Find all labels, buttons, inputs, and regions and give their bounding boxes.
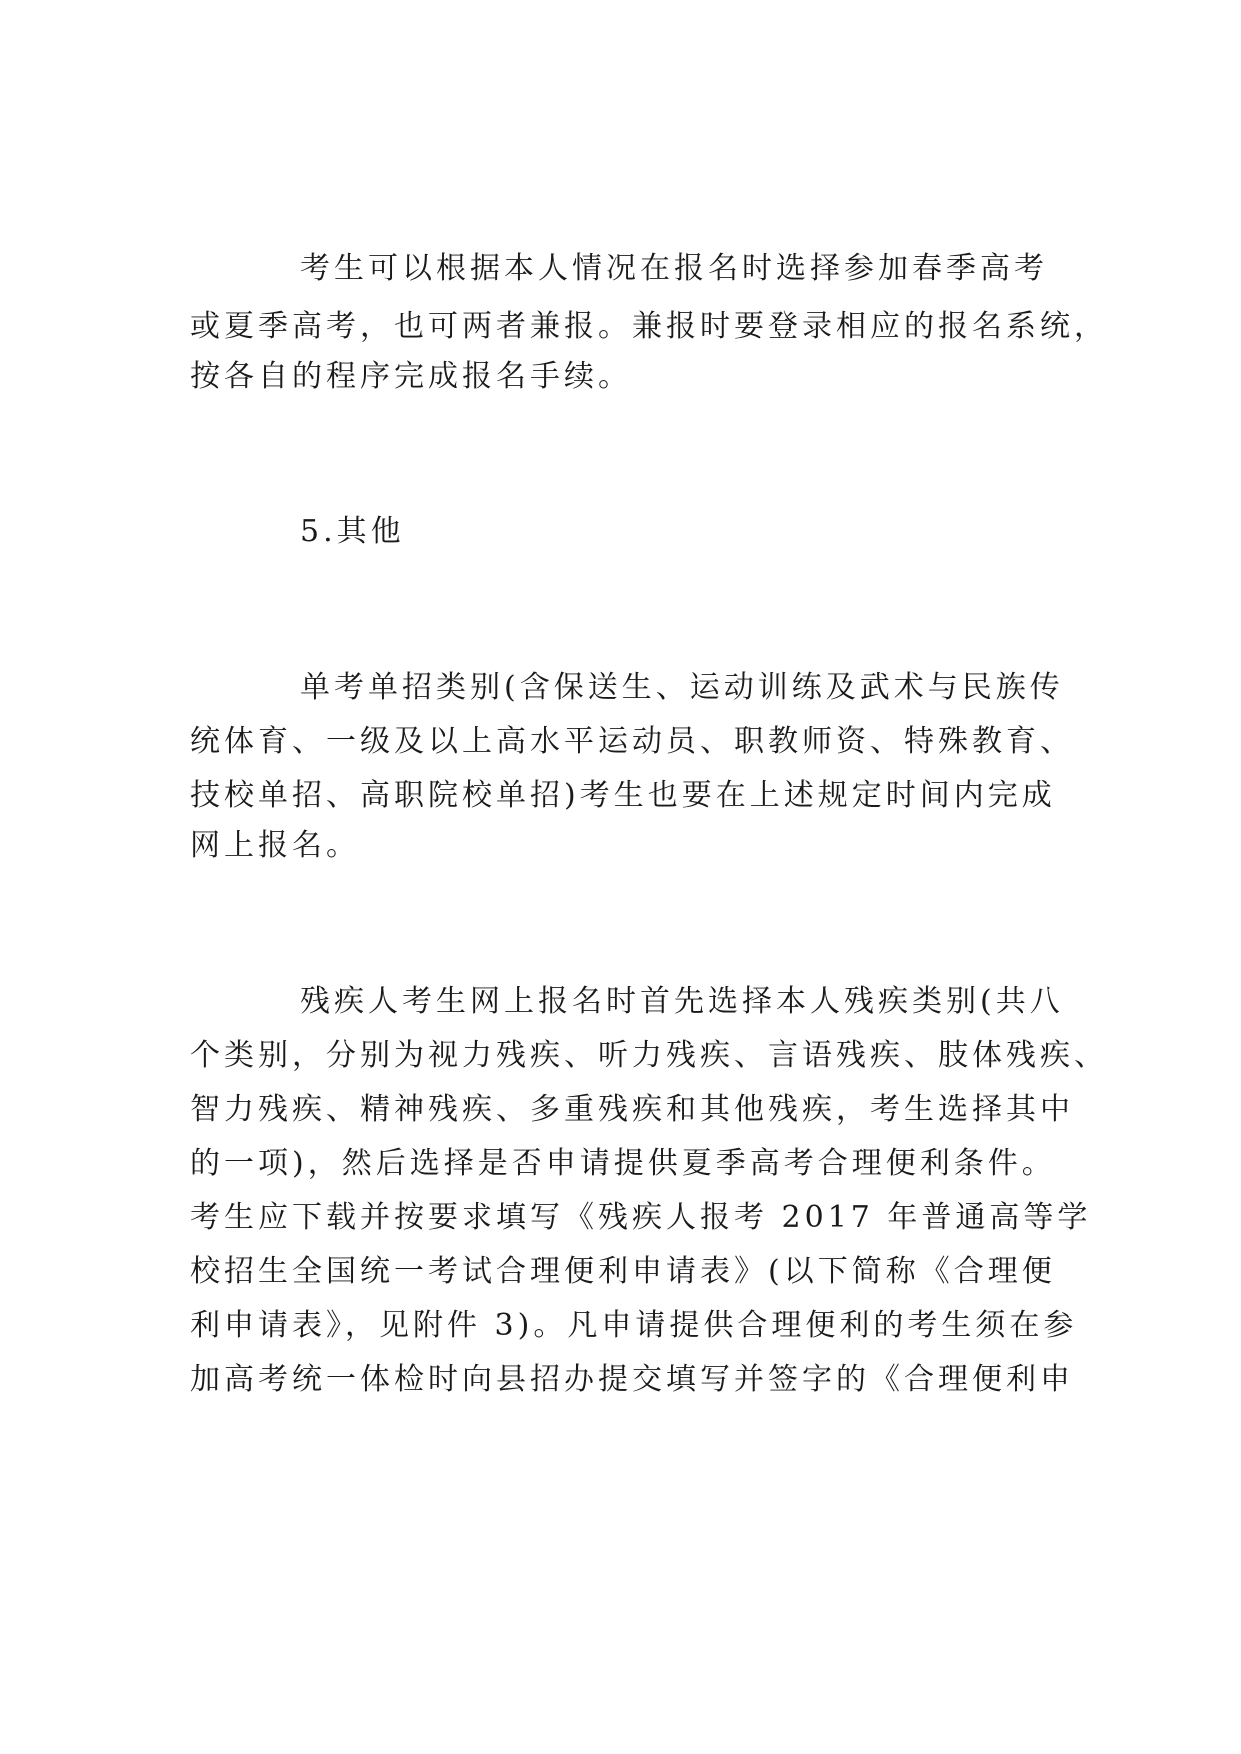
paragraph-3-line-8: 加高考统一体检时向县招办提交填写并签字的《合理便利申 bbox=[190, 1362, 1074, 1397]
paragraph-3-line-2: 个类别，分别为视力残疾、听力残疾、言语残疾、肢体残疾、 bbox=[190, 1038, 1108, 1073]
paragraph-2-line-3: 技校单招、高职院校单招)考生也要在上述规定时间内完成 bbox=[190, 778, 1056, 813]
section-heading-5: 5.其他 bbox=[300, 514, 405, 549]
paragraph-3-line-4: 的一项)，然后选择是否申请提供夏季高考合理便利条件。 bbox=[190, 1146, 1056, 1181]
paragraph-3-line-6: 校招生全国统一考试合理便利申请表》(以下简称《合理便 bbox=[190, 1254, 1056, 1289]
paragraph-1-line-1: 考生可以根据本人情况在报名时选择参加春季高考 bbox=[300, 251, 1048, 286]
paragraph-2-line-1: 单考单招类别(含保送生、运动训练及武术与民族传 bbox=[300, 670, 1064, 705]
paragraph-3-line-1: 残疾人考生网上报名时首先选择本人残疾类别(共八 bbox=[300, 984, 1064, 1019]
paragraph-2-line-4: 网上报名。 bbox=[190, 828, 360, 863]
paragraph-3-line-7: 利申请表》，见附件 3)。凡申请提供合理便利的考生须在参 bbox=[190, 1308, 1078, 1343]
paragraph-1-line-3: 按各自的程序完成报名手续。 bbox=[190, 359, 632, 394]
paragraph-1-line-2: 或夏季高考，也可两者兼报。兼报时要登录相应的报名系统， bbox=[190, 309, 1108, 344]
paragraph-3-line-3: 智力残疾、精神残疾、多重残疾和其他残疾，考生选择其中 bbox=[190, 1092, 1074, 1127]
paragraph-2-line-2: 统体育、一级及以上高水平运动员、职教师资、特殊教育、 bbox=[190, 724, 1074, 759]
paragraph-3-line-5: 考生应下载并按要求填写《残疾人报考 2017 年普通高等学 bbox=[190, 1200, 1092, 1235]
